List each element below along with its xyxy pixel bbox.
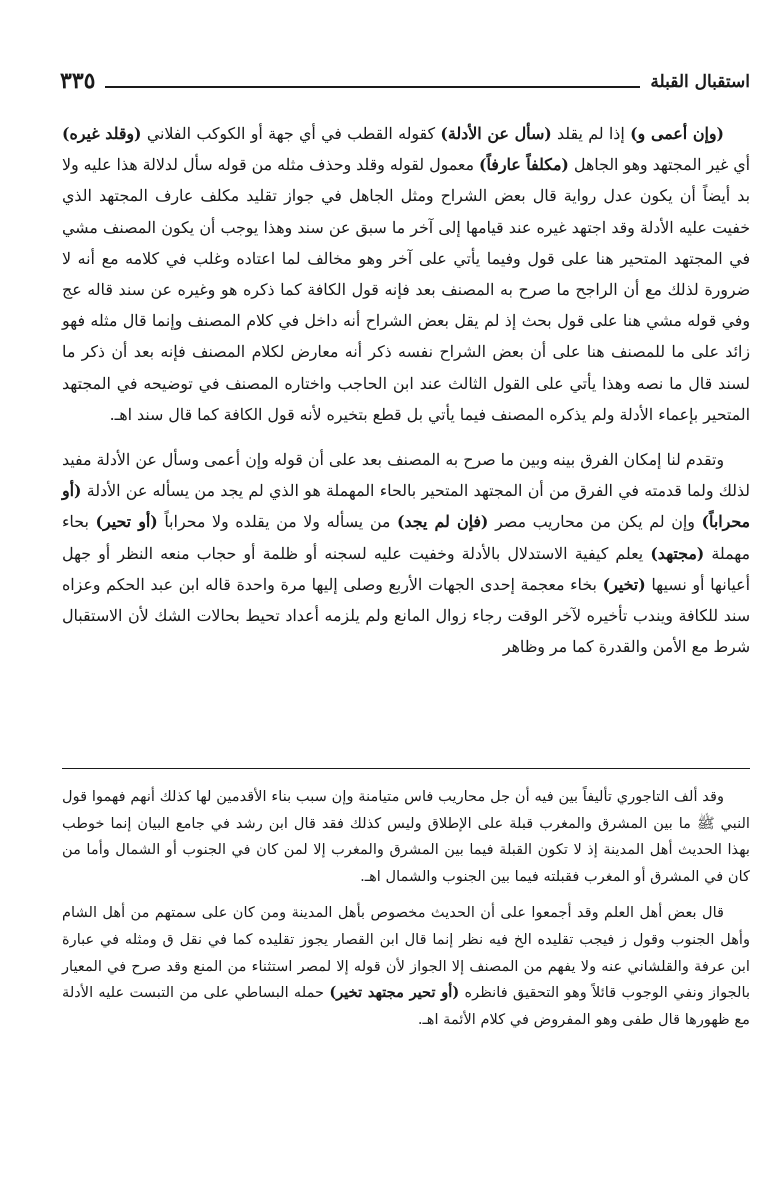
bold-term: (مكلفاً عارفاً): [478, 155, 569, 175]
bold-term: (وقلد غيره): [62, 124, 142, 143]
footnote-paragraph-1: وقد ألف التاجوري تأليفاً بين فيه أن جل محاريب فاس متيامنة وإن سبب بناء الأقدمين لها كذلك أنهم فهموا قول النبي ﷺ ما بين المشرق والمغرب قبلة على الإطلاق وليس كذلك فقد قال ابن رشد في جامع البيان إنما خوطب بهذا الحديث أهل المدينة إذ لا تكون القبلة فيما بين المشرق والمغرب إلا لمن كان في الجنوب أو الشمال وأما من كان في المشرق أو المغرب فقبلته فيما بين الجنوب والشمال اهـ.: [62, 788, 750, 885]
text-run: إذا لم يقلد: [551, 124, 631, 143]
text-run: أي غير المجتهد وهو الجاهل: [568, 155, 750, 175]
footnote-paragraph-2: [62, 900, 750, 1033]
text-run: قال بعض أهل العلم وقد أجمعوا على أن الحديث مخصوص بأهل المدينة ومن كان على سمتهم من أهل الشام وأهل الجنوب وقول ز فيجب تقليده الخ فيه نظر إنما قال ابن القصار يجوز تقليده كما في نقل ق ومثله في عبارة ابن عرفة والقلشاني عنه ولا يفهم من المصنف إلا الجواز لأن قوله إلا لمصر استثناء من المنع وقد صرح في المعيار بالجواز ونفي الوجوب قائلاً وهو التحقيق فانظره: [62, 904, 751, 1002]
footnote-separator: [62, 768, 750, 769]
text-run: كقوله القطب في أي جهة أو الكوكب الفلاني: [141, 124, 441, 143]
main-paragraph-1: [62, 118, 750, 430]
text-run: حمله البساطي على من التبست عليه الأدلة مع ظهورها قال طفى وهو المفروض في كلام الأئمة اهـ.: [62, 984, 750, 1028]
header-rule: [105, 86, 640, 88]
text-run: معمول لقوله وقلد وحذف مثله من قوله سأل لدلالة هذا عليه ولا بد أيضاً أن يكون عدل رواية قال بعض الشراح ومثل الجاهل في جواز تقليد مكلف عارف المجتهد الذي خفيت عليه الأدلة وقد اجتهد غيره عند قيامها إلى آخر ما سبق عن سند وهذا يوجب أن يكون المصنف مشي في المجتهد المتحير هنا على قول وفيما يأتي على آخر وهو مخالف لما اعتاده وغلب في كلامه مع أنه لا ضرورة لذلك مع أن الراجح ما صرح به المصنف بعد فإنه قول الكافة كما ذكره هو وغيره عن سند قاله عج وفي قوله مشي هنا على قول بحث إذ لم يقل بعض الشراح أنه داخل في كلام المصنف وإنما قال مثله فهو زائد على ما للمصنف هنا على أن بعض الشراح نفسه ذكر أنه معارض لكلام المصنف فإنه بعد أن ذكر ما لسند قال ما نصه وهذا يأتي على القول الثالث عند ابن الحاجب واختاره المصنف في توضيحه في المجتهد المتحير بإعماء الأدلة ولم يذكره المصنف فيما يأتي بل قطع بتخيره لأنه قول الكافة كما قال سند اهـ.: [61, 155, 750, 424]
bold-term: (فإن لم يجد): [397, 512, 489, 532]
text-run: يعلم كيفية الاستدلال بالأدلة وخفيت عليه لسجنه أو ظلمة أو حجاب منعه النظر أو جهل أعيانها أو نسيها: [62, 543, 750, 594]
text-run: بخاء معجمة إحدى الجهات الأربع وصلى إليها مرة واحدة قاله ابن عبد الحكم وعزاه سند للكافة ويندب تأخيره لآخر الوقت رجاء زوال المانع ولم يلزمه أعداد تحيط بحالات الشك لأن الاستقبال شرط مع الأمن والقدرة كما مر وظاهر: [62, 574, 750, 657]
bold-term: (أو تحير مجتهد تخير): [329, 984, 460, 1002]
main-paragraph-2: [62, 444, 750, 662]
text-run: من يسأله ولا من يقلده ولا محراباً: [157, 512, 397, 532]
text-run: بحاء مهملة: [62, 512, 750, 563]
footnotes: [62, 784, 750, 1043]
bold-term: (سأل عن الأدلة): [440, 124, 552, 143]
bold-term: (مجتهد): [650, 543, 705, 563]
page-number: ٣٣٥: [60, 68, 96, 94]
bold-term: (أو تحير): [95, 512, 158, 532]
page-header: [60, 62, 750, 96]
bold-term: (وإن أعمى و): [630, 124, 724, 143]
running-title: استقبال القبلة: [650, 72, 750, 92]
text-run: وتقدم لنا إمكان الفرق بينه وبين ما صرح به المصنف بعد على أن قوله وإن أعمى وسأل عن الأدلة مفيد لذلك ولما قدمته في الفرق من أن المجتهد المتحير بالحاء المهملة هو الذي لم يجد من يسأله عن الأدلة: [62, 450, 750, 501]
bold-term: (تخير): [602, 574, 646, 594]
text-run: وإن لم يكن من محاريب مصر: [488, 512, 702, 532]
main-text: [62, 118, 750, 676]
bold-term: (أو محراباً): [62, 481, 750, 532]
